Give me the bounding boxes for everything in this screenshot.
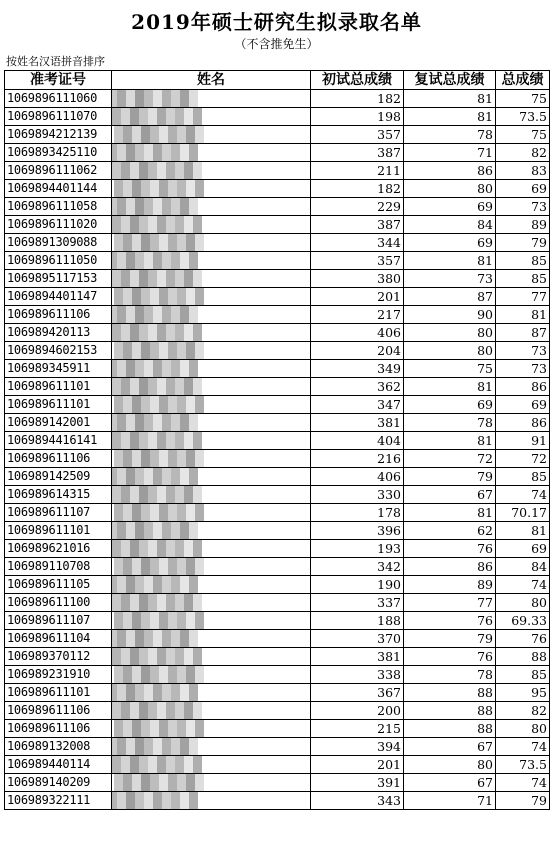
name-cell-redacted [112,630,311,648]
redaction-mosaic [112,108,202,125]
total-score-cell: 95 [496,684,550,702]
redaction-mosaic [112,378,202,395]
redaction-mosaic [112,468,199,485]
name-cell-redacted [112,198,311,216]
total-score-cell: 73.5 [496,108,550,126]
redaction-mosaic [112,684,199,701]
total-score-cell: 81 [496,522,550,540]
retest-score-cell: 84 [404,216,496,234]
name-cell-redacted [112,558,311,576]
retest-score-cell: 67 [404,486,496,504]
exam-id-cell: 106989345911 [5,360,112,378]
name-cell-redacted [112,342,311,360]
redaction-mosaic [112,90,199,107]
first-score-cell: 357 [311,252,404,270]
table-row [5,90,550,108]
total-score-cell: 86 [496,414,550,432]
total-score-cell: 69.33 [496,612,550,630]
exam-id-cell: 106989611101 [5,684,112,702]
redaction-mosaic [112,630,199,647]
redaction-mosaic [112,360,199,377]
table-row [5,126,550,144]
name-cell-redacted [112,684,311,702]
total-score-cell: 86 [496,378,550,396]
retest-score-cell: 88 [404,720,496,738]
table-row [5,162,550,180]
name-cell-redacted [112,756,311,774]
exam-id-cell: 106989140209 [5,774,112,792]
retest-score-cell: 67 [404,774,496,792]
retest-score-cell: 76 [404,648,496,666]
redaction-mosaic [114,234,204,251]
redaction-mosaic [114,558,204,575]
exam-id-cell: 106989611101 [5,396,112,414]
retest-score-cell: 69 [404,234,496,252]
retest-score-cell: 87 [404,288,496,306]
name-cell-redacted [112,702,311,720]
total-score-cell: 69 [496,396,550,414]
first-score-cell: 344 [311,234,404,252]
total-score-cell: 79 [496,792,550,810]
redaction-mosaic [114,180,204,197]
table-row [5,540,550,558]
first-score-cell: 387 [311,144,404,162]
table-row [5,198,550,216]
total-score-cell: 85 [496,468,550,486]
table-row [5,720,550,738]
name-cell-redacted [112,180,311,198]
exam-id-cell: 106989611106 [5,702,112,720]
first-score-cell: 188 [311,612,404,630]
exam-id-cell: 1069896111050 [5,252,112,270]
name-cell-redacted [112,396,311,414]
retest-score-cell: 80 [404,324,496,342]
retest-score-cell: 78 [404,126,496,144]
first-score-cell: 215 [311,720,404,738]
table-row [5,648,550,666]
exam-id-cell: 106989611107 [5,504,112,522]
total-score-cell: 73 [496,198,550,216]
first-score-cell: 182 [311,180,404,198]
header-name: 姓名 [112,71,311,90]
redaction-mosaic [112,252,199,269]
exam-id-cell: 1069894212139 [5,126,112,144]
first-score-cell: 201 [311,288,404,306]
name-cell-redacted [112,126,311,144]
redaction-mosaic [112,198,199,215]
total-score-cell: 79 [496,234,550,252]
first-score-cell: 349 [311,360,404,378]
exam-id-cell: 106989440114 [5,756,112,774]
total-score-cell: 82 [496,144,550,162]
retest-score-cell: 69 [404,198,496,216]
name-cell-redacted [112,378,311,396]
first-score-cell: 396 [311,522,404,540]
redaction-mosaic [114,342,204,359]
redaction-mosaic [112,324,202,341]
exam-id-cell: 1069896111058 [5,198,112,216]
retest-score-cell: 81 [404,90,496,108]
name-cell-redacted [112,792,311,810]
table-row [5,612,550,630]
table-row [5,216,550,234]
first-score-cell: 201 [311,756,404,774]
total-score-cell: 76 [496,630,550,648]
first-score-cell: 357 [311,126,404,144]
table-row [5,306,550,324]
total-score-cell: 89 [496,216,550,234]
exam-id-cell: 1069894401147 [5,288,112,306]
exam-id-cell: 1069896111060 [5,90,112,108]
table-row [5,396,550,414]
name-cell-redacted [112,360,311,378]
redaction-mosaic [112,432,202,449]
redaction-mosaic [112,486,202,503]
total-score-cell: 74 [496,738,550,756]
redaction-mosaic [114,504,204,521]
first-score-cell: 216 [311,450,404,468]
first-score-cell: 370 [311,630,404,648]
exam-id-cell: 1069893425110 [5,144,112,162]
redaction-mosaic [112,216,202,233]
exam-id-cell: 106989611101 [5,378,112,396]
first-score-cell: 394 [311,738,404,756]
first-score-cell: 178 [311,504,404,522]
redaction-mosaic [112,702,202,719]
name-cell-redacted [112,666,311,684]
exam-id-cell: 106989621016 [5,540,112,558]
first-score-cell: 211 [311,162,404,180]
name-cell-redacted [112,144,311,162]
table-row [5,684,550,702]
header-exam-id: 准考证号 [5,71,112,90]
table-row [5,558,550,576]
name-cell-redacted [112,576,311,594]
redaction-mosaic [112,648,202,665]
retest-score-cell: 73 [404,270,496,288]
header-first-score: 初试总成绩 [311,71,404,90]
retest-score-cell: 81 [404,108,496,126]
name-cell-redacted [112,504,311,522]
first-score-cell: 200 [311,702,404,720]
name-cell-redacted [112,522,311,540]
name-cell-redacted [112,594,311,612]
redaction-mosaic [114,612,204,629]
retest-score-cell: 71 [404,144,496,162]
total-score-cell: 75 [496,126,550,144]
redaction-mosaic [112,576,199,593]
table-row [5,342,550,360]
exam-id-cell: 106989142001 [5,414,112,432]
first-score-cell: 404 [311,432,404,450]
exam-id-cell: 1069894416141 [5,432,112,450]
redaction-mosaic [112,792,199,809]
table-row [5,468,550,486]
admission-table [4,70,550,810]
total-score-cell: 74 [496,774,550,792]
exam-id-cell: 1069894602153 [5,342,112,360]
total-score-cell: 85 [496,252,550,270]
first-score-cell: 182 [311,90,404,108]
name-cell-redacted [112,648,311,666]
name-cell-redacted [112,468,311,486]
first-score-cell: 387 [311,216,404,234]
first-score-cell: 367 [311,684,404,702]
table-row [5,378,550,396]
total-score-cell: 74 [496,576,550,594]
total-score-cell: 80 [496,720,550,738]
exam-id-cell: 1069896111020 [5,216,112,234]
redaction-mosaic [112,162,202,179]
total-score-cell: 91 [496,432,550,450]
first-score-cell: 406 [311,468,404,486]
name-cell-redacted [112,324,311,342]
retest-score-cell: 79 [404,630,496,648]
table-row [5,270,550,288]
retest-score-cell: 78 [404,414,496,432]
total-score-cell: 88 [496,648,550,666]
retest-score-cell: 80 [404,756,496,774]
retest-score-cell: 62 [404,522,496,540]
exam-id-cell: 106989611104 [5,630,112,648]
redaction-mosaic [112,270,202,287]
exam-id-cell: 106989420113 [5,324,112,342]
redaction-mosaic [112,144,199,161]
total-score-cell: 87 [496,324,550,342]
name-cell-redacted [112,90,311,108]
document-title: 2019年硕士研究生拟录取名单 [131,10,422,34]
exam-id-cell: 106989611100 [5,594,112,612]
total-score-cell: 69 [496,180,550,198]
retest-score-cell: 77 [404,594,496,612]
redaction-mosaic [114,774,204,791]
header-retest-score: 复试总成绩 [404,71,496,90]
table-row [5,666,550,684]
total-score-cell: 75 [496,90,550,108]
total-score-cell: 73 [496,360,550,378]
table-row [5,180,550,198]
redaction-mosaic [114,450,204,467]
exam-id-cell: 106989611106 [5,306,112,324]
retest-score-cell: 80 [404,342,496,360]
first-score-cell: 380 [311,270,404,288]
retest-score-cell: 88 [404,702,496,720]
first-score-cell: 381 [311,648,404,666]
table-row [5,252,550,270]
name-cell-redacted [112,486,311,504]
first-score-cell: 204 [311,342,404,360]
total-score-cell: 80 [496,594,550,612]
first-score-cell: 391 [311,774,404,792]
name-cell-redacted [112,270,311,288]
redaction-mosaic [112,414,199,431]
redaction-mosaic [114,666,204,683]
total-score-cell: 81 [496,306,550,324]
name-cell-redacted [112,216,311,234]
redaction-mosaic [114,720,204,737]
exam-id-cell: 106989322111 [5,792,112,810]
name-cell-redacted [112,432,311,450]
exam-id-cell: 106989611106 [5,450,112,468]
retest-score-cell: 81 [404,432,496,450]
table-row [5,576,550,594]
table-row [5,360,550,378]
table-row [5,630,550,648]
exam-id-cell: 1069896111070 [5,108,112,126]
exam-id-cell: 106989611107 [5,612,112,630]
total-score-cell: 70.17 [496,504,550,522]
name-cell-redacted [112,162,311,180]
first-score-cell: 338 [311,666,404,684]
table-row [5,234,550,252]
redaction-mosaic [114,126,204,143]
exam-id-cell: 106989611106 [5,720,112,738]
total-score-cell: 72 [496,450,550,468]
retest-score-cell: 67 [404,738,496,756]
first-score-cell: 343 [311,792,404,810]
retest-score-cell: 78 [404,666,496,684]
first-score-cell: 198 [311,108,404,126]
first-score-cell: 190 [311,576,404,594]
first-score-cell: 337 [311,594,404,612]
retest-score-cell: 71 [404,792,496,810]
first-score-cell: 193 [311,540,404,558]
retest-score-cell: 76 [404,540,496,558]
retest-score-cell: 72 [404,450,496,468]
redaction-mosaic [112,540,202,557]
name-cell-redacted [112,414,311,432]
retest-score-cell: 86 [404,162,496,180]
total-score-cell: 74 [496,486,550,504]
first-score-cell: 330 [311,486,404,504]
redaction-mosaic [114,396,204,413]
table-body [5,90,550,810]
total-score-cell: 69 [496,540,550,558]
retest-score-cell: 81 [404,252,496,270]
retest-score-cell: 88 [404,684,496,702]
table-row [5,774,550,792]
exam-id-cell: 106989370112 [5,648,112,666]
table-row [5,702,550,720]
name-cell-redacted [112,738,311,756]
table-row [5,756,550,774]
total-score-cell: 85 [496,666,550,684]
total-score-cell: 77 [496,288,550,306]
table-row [5,738,550,756]
first-score-cell: 229 [311,198,404,216]
retest-score-cell: 81 [404,378,496,396]
table-row [5,522,550,540]
exam-id-cell: 106989614315 [5,486,112,504]
name-cell-redacted [112,108,311,126]
first-score-cell: 347 [311,396,404,414]
exam-id-cell: 1069895117153 [5,270,112,288]
table-header-row [5,71,550,90]
retest-score-cell: 89 [404,576,496,594]
exam-id-cell: 106989231910 [5,666,112,684]
name-cell-redacted [112,774,311,792]
total-score-cell: 84 [496,558,550,576]
exam-id-cell: 106989110708 [5,558,112,576]
sort-note: 按姓名汉语拼音排序 [6,55,105,68]
retest-score-cell: 69 [404,396,496,414]
redaction-mosaic [114,288,204,305]
first-score-cell: 406 [311,324,404,342]
redaction-mosaic [112,756,202,773]
first-score-cell: 217 [311,306,404,324]
retest-score-cell: 80 [404,180,496,198]
redaction-mosaic [112,522,199,539]
name-cell-redacted [112,450,311,468]
table-row [5,324,550,342]
exam-id-cell: 1069894401144 [5,180,112,198]
retest-score-cell: 81 [404,504,496,522]
name-cell-redacted [112,288,311,306]
document-subtitle: （不含推免生） [234,37,319,51]
table-row [5,486,550,504]
total-score-cell: 85 [496,270,550,288]
name-cell-redacted [112,540,311,558]
total-score-cell: 82 [496,702,550,720]
retest-score-cell: 76 [404,612,496,630]
table-row [5,288,550,306]
name-cell-redacted [112,612,311,630]
table-row [5,504,550,522]
first-score-cell: 381 [311,414,404,432]
name-cell-redacted [112,306,311,324]
table-row [5,450,550,468]
table-row [5,432,550,450]
retest-score-cell: 90 [404,306,496,324]
exam-id-cell: 106989132008 [5,738,112,756]
exam-id-cell: 106989611101 [5,522,112,540]
name-cell-redacted [112,252,311,270]
total-score-cell: 73.5 [496,756,550,774]
retest-score-cell: 79 [404,468,496,486]
redaction-mosaic [112,306,199,323]
table-row [5,414,550,432]
name-cell-redacted [112,720,311,738]
first-score-cell: 342 [311,558,404,576]
redaction-mosaic [112,594,202,611]
table-row [5,144,550,162]
header-total-score: 总成绩 [496,71,550,90]
retest-score-cell: 86 [404,558,496,576]
exam-id-cell: 106989611105 [5,576,112,594]
total-score-cell: 83 [496,162,550,180]
table-row [5,792,550,810]
total-score-cell: 73 [496,342,550,360]
exam-id-cell: 1069891309088 [5,234,112,252]
retest-score-cell: 75 [404,360,496,378]
name-cell-redacted [112,234,311,252]
exam-id-cell: 106989142509 [5,468,112,486]
table-row [5,108,550,126]
first-score-cell: 362 [311,378,404,396]
table-row [5,594,550,612]
exam-id-cell: 1069896111062 [5,162,112,180]
redaction-mosaic [112,738,199,755]
